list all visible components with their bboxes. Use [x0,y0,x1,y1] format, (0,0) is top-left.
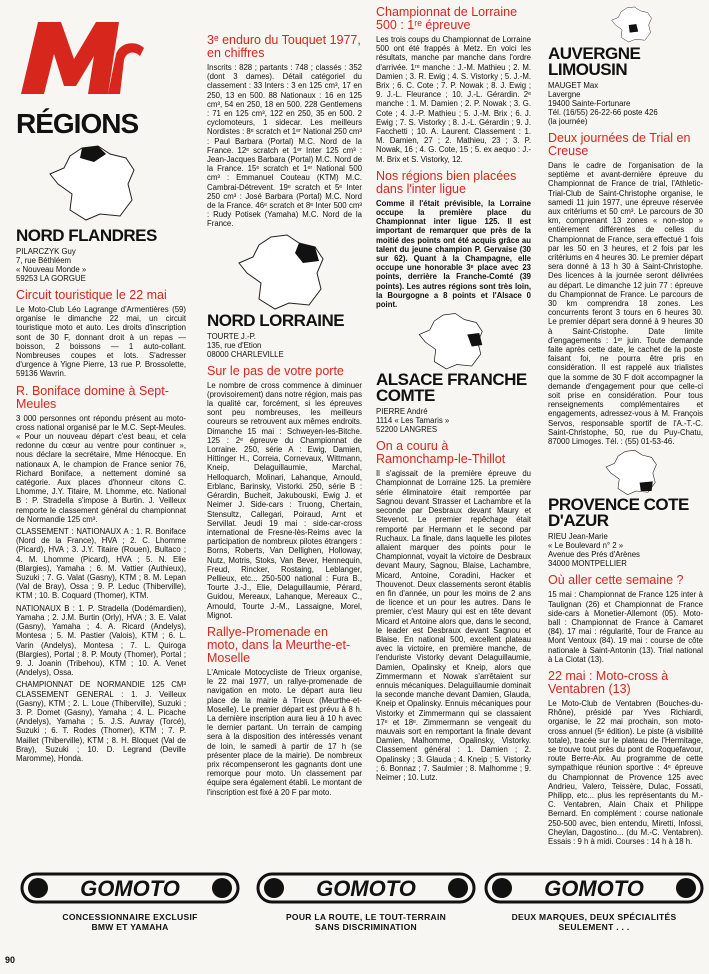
ad-gomoto-2 [256,868,476,954]
article-text: Inscrits : 828 ; partants : 748 ; classés : 352 (dont 3 dames). Détail catégoriel du classement : 33 Inters : 3 en 125 cm³, 17 en 250, 13 en 500. 88 Nationaux : 16 en 125 cm³, 54 en 250, 18 en 500. 228 Gentlemens : 71 en 125 cm³, 122 en 250, 35 en 500. 2 cyclomoteurs, 1 sidecar. Les meilleurs Nordistes : 8ᵉ scratch et 1ᵉʳ National 250 cm³ : Paul Barbara (Portal) M.C. Nord de la France. 12ᵉ scratch et 1ᵉʳ Inter 125 cm³ : Jean-Jacques Barbara (Portal) M.C. Nord de la France. 15ᵉ scratch et 1ᵉʳ National 500 cm³ : Emmanuel Couteau (KTM) M.C. Cambrai-Détrevent. 19ᵉ scratch et 5ᵉ Inter 250 cm³ : José Barbara (Portal) M.C. Nord de la France. 46ᵉ scratch et 8ᵉ Inter 500 cm³ : Rudy Potisek (Yamaha) M.C. Nord de la France. [207,63,363,229]
column-1 [16,0,186,766]
france-map-icon [229,233,339,313]
ad-gomoto-3 [484,868,704,954]
heading-championnat-lorraine: Championnat de Lorraine 500 : 1ʳᵉ épreuve [376,5,518,32]
svg-text:GOMOTO: GOMOTO [316,876,416,901]
france-map-icon [398,312,508,372]
article-text: Le Moto-Club Léo Lagrange d'Armentières (59) organise le dimanche 22 mai, un circuit touristique moto et auto. Les droits d'inscription sont de 30 F, donnant droit à un repas — boisson, 2 boissons — 1 auto-collant. Nombreuses coupes et lots. S'adresser d'urgence à Yigne Pierre, 13 rue P. Brossolette, 59136 Wavrin. [16,305,186,379]
france-map-icon [40,144,150,224]
region-title-provence: PROVENCE COTE D'AZUR [548,495,689,531]
contact-address: MAUGET Max Lavergne 19400 Sainte-Fortunare Tél. (16/55) 26-22-66 poste 426 (la journée) [548,81,658,126]
article-text: L'Amicale Motocycliste de Trieux organise, le 22 mai 1977, un rallye-promenade de navigation en moto. Le départ aura lieu place de la mairie à Trieux (Meurthe-et-Moselle). Le premier départ est prévu à 8 h. La dernière inscription aura lieu à 10 h avec le dernier partant. Un terrain de camping sera à la disposition des intéressés venant de loin, le samedi à partir de 17 h (se présenter place de la mairie). De nombreux prix récompenseront les gagnants dont une remorque pour moto. Un classement par équipe sera également établi. Le montant de l'inscription est fixé à 20 F par moto. [207,667,362,797]
heading-rallye-promenade: Rallye-Promenade en moto, dans la Meurthe-et-Moselle [207,624,351,665]
heading-circuit-touristique: Circuit touristique le 22 mai [16,288,167,302]
article-text: Dans le cadre de l'organisation de la septième et avant-dernière épreuve du Championnat de France de trial, l'Athletic-Trial-Club de Saint-Christophe organise, le samedi 11 juin 1977, une épreuve réservée aux critériums et 50 cm³. Le parcours de 30 km, comprenant 13 zones « non-stop » entièrement différentes de celles du Championnat de France, sera effectué 1 fois par les 50 en 3 heures, et 2 fois par les critériums en 4 heures 30. Le premier départ sera donné à 13 h 30 à Saint-Christophe. Des licences à la journée seront délivrées au départ. Le dimanche 12 juin 77 : épreuve du Championnat de France. Le parcours de 30 km comprendra 18 zones. Les concurrents feront 3 tours en 6 heures 30. Le premier départ sera donné à 9 heures 30 à Saint-Cristophe. Date limite d'engagements : 1ᵉʳ juin. Toute demande faite après cette date, le cachet de la poste faisant foi, ne pourra être pris en considération. Il est rappelé aux trialistes que la somme de 30 F doit accompagner la demande d'engagement pour que celle-ci soit prise en considération. Pour tous renseignements complémentaires et engagements, adressez-vous à M. François Servos, responsable sportif de l'A.-T.-C. Saint-Christophe, 50, rue du Puy-Chatu, 87000 Limoges. Tél. : (55) 01-53-46. [548,161,703,447]
heading-ramonchamp: On a couru à Ramonchamp-le-Thillot [376,439,506,467]
column-3 [376,0,531,785]
article-text: 3 000 personnes ont répondu présent au moto-cross national organisé par le M.C. Sept-Meules. « Pour un nouveau départ c'est beau, et cela redonne du cœur au ventre pour continuer », nous déclare la secrétaire, Mme Hénocque. En nationaux A, le champion de France senior 76, Richard Boniface, a nettement dominé sa catégorie. Aux places d'honneur citons C. Lhomme, J.Y. Titaire, M. Lhomme, etc. National B : P. Stradella s'impose à Burtin. J. Veilleux remporte le classement général du championnat de Normandie 125 cm³. [16,413,186,524]
contact-address: PIERRE André 1114 « Les Tamaris » 52200 LANGRES [376,407,450,435]
gomoto-logo [20,868,240,906]
heading-enduro-touquet: 3ᵉ enduro du Touquet 1977, en chiffres [207,33,361,60]
article-text: Le Moto-Club de Ventabren (Bouches-du-Rhône), présidé par Yves Richiardi, organise, le 22 mai prochain, son moto-cross annuel (5ᵉ édition). Le piste (à visibilité totale), tracée sur le plateau de l'Hermitage, se trouve tout près du pont de Roquefavour, route Berre-Aix. Au programme de cette sympathique réunion sportive : 4ᵉ épreuve du Championnat de Provence 125 avec Andrieu, Valero, Teissère, Dulac, Fossati, Philipp, etc... plus les représentants du M.-C. Ventabren, Alain Chaix et Philippe Bernard. En complément : course nationale 250-500 avec, bien entendu, Miretti, Infossi, Cheylan, Dagostino... (du M.-C. Ventabren). Essais : 9 h à midi. Courses : 14 h à 18 h. [548,698,703,846]
ad-line: POUR LA ROUTE, LE TOUT-TERRAIN [285,912,447,922]
france-map-icon [578,449,688,497]
region-title-nord-flandres: NORD FLANDRES [16,226,157,245]
article-text: Les trois coups du Championnat de Lorraine 500 ont été frappés à Metz. En voici les résultats, manche par manche dans l'ordre d'arrivée. 1ʳᵉ manche : J.-M. Mathieu ; 2. M. Damien ; 3. R. Ewig ; 4. S. Vistorky ; 5. J.-M. Brix ; 6. C. Cote ; 7. P. Nowak ; 8. J. Ewig ; 9. J.-L. Fleurance ; 10. J.-L. Gérardin. 2ᵉ manche : 1. M. Damien ; 2. P. Nowak ; 3. G. Cote ; 4. J.-P. Mathieu ; 5. J.-M. Brix ; 6. J. Ewig ; 7. S. Vistorky ; 8. J.-L. Gérardin ; 9. J. Facchetti ; 10. A. Laurent. Classement : 1. M. Damien, 27 ; 2. Mathieu, 23 ; 3. P. Nowak, 16 ; 4. G. Cote, 15 ; 5. ex aequo : J.-M. Brix et S. Vistorky, 12. [376,35,531,164]
region-title-nord-lorraine: NORD LORRAINE [207,310,345,330]
contact-address: TOURTE J.-P. 135, rue d'Etion 08000 CHARLEVILLE [207,331,284,359]
article-text: Comme il l'était prévisible, la Lorraine occupe la première place du Championnat inter ligue 125. Il est important de remarquer que près de la moitié des points ont été acquis grâce au talent du jeune champion P. Gervaise (30 sur 62). Quant à la Champagne, elle occupe une honorable 3ᵉ place avec 23 points, derrière la Franche-Comté (39 points). Les autres régions sont très loin, la Bourgogne a 8 points et l'Alsace 0 point. [376,198,531,310]
results-text: CLASSEMENT : NATIONAUX A : 1. R. Boniface (Nord de la France), HVA ; 2. C. Lhomme (Picard), HVA ; 3. J.Y. Titaire (Rouen), Bultaco ; 4. M. Lhomme (Picard), HVA ; 5. N. Elie (Blargies), Yamaha ; 6. M. Vattier (Authieux), Suzuki ; 7. G. Valat (Gasny), KTM ; 8. M. Lepan (Val de Bray), Ossa ; 9. P. Leduc (Thiberville), KTM ; 10. B. Coquard (Thomer), KTM. [16,527,186,601]
results-text: NATIONAUX B : 1. P. Stradella (Dodémardien), Yamaha ; 2. J.M. Burtin (Orly), HVA ; 3. E. Valat (Gasny), Yamaha ; 4. A. Ricard (Andelys), Montesa ; 5. M. Pastier (Valois), KTM ; 6. L. Varin (Andelys), Montesa ; 7. L. Quiroga (Blargies), Portal ; 8. P. Mouty (Thomer), Portal ; 9. J. Joanin (Tribehou), KTM ; 10. A. Venet (Andelys), Ossa. [16,603,186,678]
gomoto-logo [484,868,704,906]
ad-line: BMW ET YAMAHA [91,922,169,932]
svg-text:GOMOTO: GOMOTO [80,876,180,901]
heading-pas-de-porte: Sur le pas de votre porte [207,363,344,378]
region-title-alsace: ALSACE FRANCHE COMTE [376,370,527,406]
ad-line: SANS DISCRIMINATION [315,922,417,932]
heading-trial-creuse: Deux journées de Trial en Creuse [548,131,691,158]
gomoto-logo [256,868,476,906]
contact-address: PILARCZYK Guy 7, rue Béthléem « Nouveau Monde » 59253 LA GORGUE [16,247,87,283]
column-4 [548,0,703,849]
heading-ou-aller: Où aller cette semaine ? [548,573,684,588]
ad-line: SEULEMENT . . . [558,922,630,932]
region-title-auvergne: AUVERGNE LIMOUSIN [548,44,641,79]
heading-ventabren: 22 mai : Moto-cross à Ventabren (13) [548,668,669,696]
results-text: CHAMPIONNAT DE NORMANDIE 125 CM³ CLASSEMENT GENERAL : 1. J. Veilleux (Gasny), KTM ; 2. L. Loue (Thiberville), Suzuki ; 3. P. Domet (Gasny), Yamaha ; 4. L. Picache (Andelys), Yamaha ; 5. J.S. Auvray (Torcé), Suzuki ; 6. T. Rodes (Thomer), KTM ; 7. P. Maillet (Thiberville), KTM ; 8. H. Bloquet (Val de Bray), Suzuki ; 10. D. Legrand (Deville Maromme), Honda. [16,680,186,763]
svg-text:GOMOTO: GOMOTO [544,876,644,901]
ad-line: CONCESSIONNAIRE EXCLUSIF [62,912,198,922]
france-map-icon [578,6,688,44]
heading-inter-ligue: Nos régions bien placées dans l'inter ligue [376,168,517,196]
article-text: 15 mai : Championnat de France 125 inter à Taulignan (26) et Championnat de France side-cars à Monetier-Allemont (05). Moto-ball : Championnat de France à Camaret (84). 17 mai : régularité, Tour de France au Mont Ventoux (84). 19 mai : course de côte nationale à Saint-Antonin (13). Trial national à La Ciotat (13). [548,590,703,664]
masthead-title: RÉGIONS [16,108,139,139]
page-number: 90 [5,955,16,965]
column-2 [207,0,362,800]
article-text: Il s'agissait de la première épreuve du Championnat de Lorraine 125. La première série éliminatoire était remportée par Sagnou devant Strasser et Lachambre et la seconde par Desbraux devant Maury et Stevenot. Le premier repêchage était remporté par Hermann et le second par Ruchaux. La finale, dans laquelle les pilotes allaient marquer des points pour le Championnat, voyait la victoire de Desbraux devant Maury, Sagnou, Blaise, Lachambre, Micard, Antoine, Coradini, Hacker et Thouvenot. Deux classements seront établis en fin d'année, un pour les moins de 2 ans de licence et un pour les autres. Dans le premier, c'est Maury qui est en tête devant Micard et Antoine alors que, dans le second, le leader est Desbraux devant Sagnou et Blaise. En national 500, excellent plateau avec la victoire, en première manche, de l'enduriste Vistorky devant Delaguillaumie, Damien, Opalinsky et Kneip, alors que Zimmermann et Nowak s'arrêtaient sur ennuis mécaniques. Delaguillaumie dominait la seconde manche devant Damien, Glauda, Kneip et Opalinsky. Ennuis mécaniques pour Vistorky et Zimmermann qui se classaient 17ᵉ et 18ᵉ. Zimmermann se vengeait du mauvais sort en remportant la finale devant Damien, Malhomme, Opalinsky, Vistorky. Classement général : 1. Damien ; 2. Opalinsky ; 3. Glauda ; 4. Kneip ; 5. Vistorky ; 6. Bonnaz ; 7. Saulmier ; 8. Malhomme ; 9. Neimer ; 10. Lutz. [376,469,531,782]
ad-line: DEUX MARQUES, DEUX SPÉCIALITÉS [511,912,677,922]
ad-gomoto-1 [20,868,240,954]
heading-boniface: R. Boniface domine à Sept-Meules [16,383,169,411]
contact-address: RIEU Jean-Marie « Le Boulevard n° 2 » Avenue des Prés d'Arènes 34000 MONTPELLIER [548,532,640,569]
article-text: Le nombre de cross commence à diminuer (provisoirement) dans notre région, mais pas la qualité car, forcément, si les épreuves sont peu nombreuses, les meilleurs coureurs se retrouvent aux mêmes endroits. Dimanche 15 mai : Schweyen-les-Bitche. 125 : 2ᵉ épreuve du Championnat de Lorraine. 250, série A : Ewig, Damien, Hittinger H., Correia, Cornevaux, Wittmann, Kneip, Delaguillaumie, Marchal, Helloquarch, Molinari, Lahanque, Arnould, Erblanc, Barinsky, Vistorki. 250, série B : Gérardin, Bucheit, Jakubouski, Ewig J. et Neimer J. Side-cars : Truong, Chertain, Stensultz, Callegari, Poiraud, Arnt et Servillat. Jeudi 19 mai : side-car-cross international de Fresne-lès-Reims avec la participation de nombreux pilotes étrangers : Borns, Roberts, Van Dellighen, Holloway, Nutz, Motris, Stoks, Van Bever, Hennequin, Freud, Rincker, Rostaing, Leblanger, Pellieux, etc... 250-500 national : Fura B., Tourte J.-J., Elie, Delaguillaumie, Pérard, Guidou, Mereaux, Lahanque, Mereaux C., Arnould, Tourte J.-M., Lassaigne, Morel, Mignot. [207,380,362,620]
